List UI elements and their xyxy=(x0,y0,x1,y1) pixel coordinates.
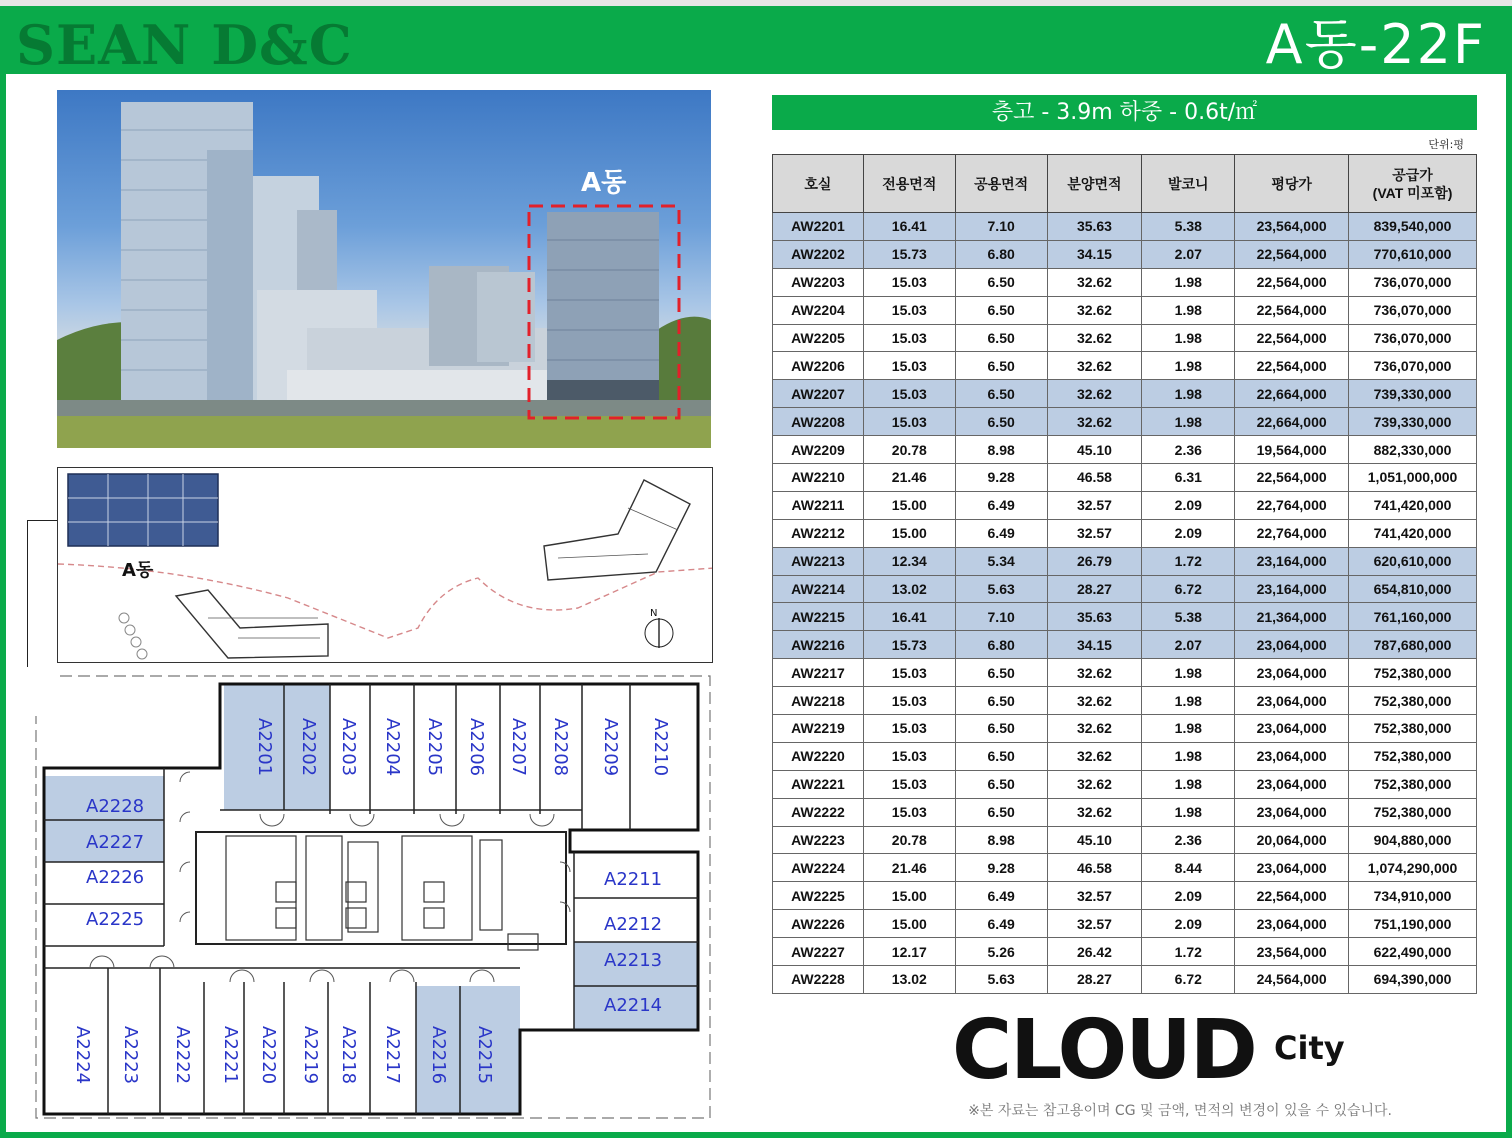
table-row xyxy=(773,408,1477,436)
table-cell-sale: 32.62 xyxy=(1047,742,1142,770)
table-cell-price: 904,880,000 xyxy=(1349,826,1477,854)
table-cell-room: AW2227 xyxy=(773,938,864,966)
table-cell-common: 6.49 xyxy=(955,519,1047,547)
column-header: 분양면적 xyxy=(1047,155,1142,213)
table-cell-excl: 21.46 xyxy=(863,464,955,492)
unit-label: A2209 xyxy=(600,718,621,777)
table-cell-room: AW2226 xyxy=(773,910,864,938)
table-cell-balcony: 2.07 xyxy=(1142,240,1235,268)
table-row xyxy=(773,380,1477,408)
table-row xyxy=(773,826,1477,854)
table-cell-per_py: 23,064,000 xyxy=(1235,798,1349,826)
table-cell-common: 6.50 xyxy=(955,380,1047,408)
table-cell-room: AW2208 xyxy=(773,408,864,436)
table-cell-excl: 15.00 xyxy=(863,519,955,547)
table-cell-excl: 15.03 xyxy=(863,296,955,324)
table-cell-balcony: 1.98 xyxy=(1142,380,1235,408)
table-cell-sale: 28.27 xyxy=(1047,575,1142,603)
table-cell-price: 736,070,000 xyxy=(1349,324,1477,352)
table-cell-balcony: 2.09 xyxy=(1142,519,1235,547)
site-plan-drawing xyxy=(58,468,713,663)
table-cell-room: AW2204 xyxy=(773,296,864,324)
unit-label: A2208 xyxy=(550,718,571,777)
unit-label: A2215 xyxy=(474,1026,495,1085)
table-cell-room: AW2223 xyxy=(773,826,864,854)
table-header-row xyxy=(773,155,1477,213)
building-rendering xyxy=(57,90,711,448)
table-cell-common: 6.80 xyxy=(955,240,1047,268)
table-cell-per_py: 22,564,000 xyxy=(1235,464,1349,492)
table-row xyxy=(773,854,1477,882)
table-row xyxy=(773,631,1477,659)
table-cell-excl: 16.41 xyxy=(863,213,955,241)
table-cell-common: 5.63 xyxy=(955,575,1047,603)
table-row xyxy=(773,938,1477,966)
table-cell-excl: 15.03 xyxy=(863,352,955,380)
table-cell-excl: 15.00 xyxy=(863,910,955,938)
table-cell-room: AW2225 xyxy=(773,882,864,910)
table-cell-balcony: 5.38 xyxy=(1142,603,1235,631)
table-cell-per_py: 21,364,000 xyxy=(1235,603,1349,631)
rendering-drawing xyxy=(57,90,711,448)
table-cell-sale: 35.63 xyxy=(1047,603,1142,631)
table-cell-price: 622,490,000 xyxy=(1349,938,1477,966)
table-cell-common: 6.50 xyxy=(955,798,1047,826)
table-cell-per_py: 22,564,000 xyxy=(1235,268,1349,296)
table-cell-balcony: 1.98 xyxy=(1142,296,1235,324)
table-cell-price: 752,380,000 xyxy=(1349,770,1477,798)
table-cell-per_py: 22,564,000 xyxy=(1235,296,1349,324)
table-cell-price: 620,610,000 xyxy=(1349,547,1477,575)
table-cell-sale: 32.62 xyxy=(1047,352,1142,380)
table-cell-excl: 15.00 xyxy=(863,882,955,910)
table-cell-room: AW2201 xyxy=(773,213,864,241)
table-cell-sale: 32.57 xyxy=(1047,491,1142,519)
column-header: 평당가 xyxy=(1235,155,1349,213)
table-cell-sale: 32.62 xyxy=(1047,770,1142,798)
table-cell-balcony: 2.07 xyxy=(1142,631,1235,659)
table-row xyxy=(773,352,1477,380)
table-cell-excl: 15.03 xyxy=(863,687,955,715)
table-row xyxy=(773,659,1477,687)
table-row xyxy=(773,436,1477,464)
table-cell-price: 770,610,000 xyxy=(1349,240,1477,268)
table-cell-room: AW2214 xyxy=(773,575,864,603)
table-cell-per_py: 23,064,000 xyxy=(1235,659,1349,687)
table-cell-per_py: 22,764,000 xyxy=(1235,491,1349,519)
table-cell-room: AW2219 xyxy=(773,715,864,743)
unit-label: A2213 xyxy=(604,950,663,971)
table-cell-room: AW2211 xyxy=(773,491,864,519)
table-cell-sale: 45.10 xyxy=(1047,826,1142,854)
table-cell-sale: 32.57 xyxy=(1047,882,1142,910)
table-cell-excl: 15.03 xyxy=(863,770,955,798)
table-cell-price: 787,680,000 xyxy=(1349,631,1477,659)
table-row xyxy=(773,910,1477,938)
unit-label: A2214 xyxy=(604,995,663,1016)
table-cell-common: 6.49 xyxy=(955,910,1047,938)
table-cell-common: 6.49 xyxy=(955,882,1047,910)
column-header-price-label: 공급가 xyxy=(1392,166,1433,183)
table-cell-per_py: 23,064,000 xyxy=(1235,631,1349,659)
table-cell-sale: 32.57 xyxy=(1047,519,1142,547)
table-cell-room: AW2213 xyxy=(773,547,864,575)
table-cell-excl: 15.73 xyxy=(863,240,955,268)
table-cell-balcony: 2.09 xyxy=(1142,910,1235,938)
table-row xyxy=(773,268,1477,296)
table-cell-balcony: 1.98 xyxy=(1142,798,1235,826)
table-cell-balcony: 2.36 xyxy=(1142,826,1235,854)
unit-label: A2220 xyxy=(258,1026,279,1085)
table-cell-per_py: 23,164,000 xyxy=(1235,547,1349,575)
table-cell-excl: 15.03 xyxy=(863,268,955,296)
table-cell-price: 751,190,000 xyxy=(1349,910,1477,938)
table-cell-balcony: 1.98 xyxy=(1142,742,1235,770)
table-cell-common: 6.50 xyxy=(955,296,1047,324)
table-cell-room: AW2203 xyxy=(773,268,864,296)
table-cell-per_py: 19,564,000 xyxy=(1235,436,1349,464)
site-plan-building-label: A동 xyxy=(122,560,154,581)
unit-label: A2206 xyxy=(466,718,487,777)
table-cell-common: 9.28 xyxy=(955,854,1047,882)
table-row xyxy=(773,519,1477,547)
table-cell-common: 6.50 xyxy=(955,742,1047,770)
table-cell-sale: 26.79 xyxy=(1047,547,1142,575)
table-cell-room: AW2207 xyxy=(773,380,864,408)
floor-title: A동-22F xyxy=(1265,13,1486,76)
table-cell-excl: 15.03 xyxy=(863,380,955,408)
table-cell-sale: 32.62 xyxy=(1047,687,1142,715)
table-row xyxy=(773,240,1477,268)
table-cell-excl: 15.03 xyxy=(863,408,955,436)
table-cell-sale: 32.62 xyxy=(1047,324,1142,352)
table-cell-common: 8.98 xyxy=(955,826,1047,854)
table-cell-sale: 32.62 xyxy=(1047,798,1142,826)
table-cell-common: 6.50 xyxy=(955,687,1047,715)
table-cell-sale: 32.57 xyxy=(1047,910,1142,938)
table-row xyxy=(773,491,1477,519)
table-row xyxy=(773,687,1477,715)
table-row xyxy=(773,464,1477,492)
table-cell-common: 6.50 xyxy=(955,352,1047,380)
table-cell-common: 6.50 xyxy=(955,408,1047,436)
table-cell-common: 9.28 xyxy=(955,464,1047,492)
table-cell-excl: 20.78 xyxy=(863,436,955,464)
table-cell-excl: 20.78 xyxy=(863,826,955,854)
table-cell-excl: 21.46 xyxy=(863,854,955,882)
table-cell-sale: 32.62 xyxy=(1047,380,1142,408)
table-cell-excl: 12.34 xyxy=(863,547,955,575)
table-cell-excl: 15.00 xyxy=(863,491,955,519)
table-cell-per_py: 23,564,000 xyxy=(1235,938,1349,966)
column-header-price-note: (VAT 미포함) xyxy=(1372,184,1453,201)
unit-label: A2203 xyxy=(338,718,359,777)
table-cell-room: AW2228 xyxy=(773,966,864,994)
table-row xyxy=(773,715,1477,743)
unit-label: A2222 xyxy=(172,1026,193,1085)
unit-label: A2201 xyxy=(254,718,275,777)
table-cell-per_py: 23,064,000 xyxy=(1235,770,1349,798)
table-cell-common: 5.26 xyxy=(955,938,1047,966)
table-row xyxy=(773,882,1477,910)
table-cell-balcony: 1.98 xyxy=(1142,659,1235,687)
table-row xyxy=(773,324,1477,352)
table-cell-room: AW2220 xyxy=(773,742,864,770)
table-cell-excl: 15.03 xyxy=(863,324,955,352)
table-cell-balcony: 8.44 xyxy=(1142,854,1235,882)
table-cell-per_py: 20,064,000 xyxy=(1235,826,1349,854)
unit-label: A2224 xyxy=(72,1026,93,1085)
table-cell-room: AW2224 xyxy=(773,854,864,882)
table-cell-balcony: 1.72 xyxy=(1142,547,1235,575)
table-cell-price: 882,330,000 xyxy=(1349,436,1477,464)
table-cell-common: 6.50 xyxy=(955,715,1047,743)
table-cell-sale: 32.62 xyxy=(1047,268,1142,296)
table-cell-common: 7.10 xyxy=(955,603,1047,631)
table-cell-common: 6.50 xyxy=(955,659,1047,687)
table-row xyxy=(773,547,1477,575)
table-cell-common: 6.50 xyxy=(955,770,1047,798)
table-cell-price: 736,070,000 xyxy=(1349,352,1477,380)
unit-label: A2225 xyxy=(86,909,145,930)
table-cell-excl: 15.03 xyxy=(863,798,955,826)
table-cell-price: 752,380,000 xyxy=(1349,798,1477,826)
table-cell-sale: 32.62 xyxy=(1047,659,1142,687)
table-cell-per_py: 23,064,000 xyxy=(1235,854,1349,882)
table-cell-excl: 12.17 xyxy=(863,938,955,966)
unit-label: A2207 xyxy=(508,718,529,777)
table-cell-per_py: 23,164,000 xyxy=(1235,575,1349,603)
unit-label: A2223 xyxy=(120,1026,141,1085)
table-cell-common: 6.50 xyxy=(955,324,1047,352)
disclaimer-text: ※본 자료는 참고용이며 CG 및 금액, 면적의 변경이 있을 수 있습니다. xyxy=(968,1103,1392,1119)
table-cell-balcony: 6.72 xyxy=(1142,575,1235,603)
table-cell-price: 1,051,000,000 xyxy=(1349,464,1477,492)
table-cell-per_py: 22,564,000 xyxy=(1235,240,1349,268)
table-cell-sale: 46.58 xyxy=(1047,854,1142,882)
table-cell-excl: 16.41 xyxy=(863,603,955,631)
table-cell-price: 839,540,000 xyxy=(1349,213,1477,241)
logo-main-text: CLOUD xyxy=(952,1003,1256,1098)
table-cell-per_py: 23,564,000 xyxy=(1235,213,1349,241)
table-row xyxy=(773,742,1477,770)
unit-label: A2205 xyxy=(424,718,445,777)
site-plan xyxy=(57,467,713,663)
unit-label: A2227 xyxy=(86,832,145,853)
table-cell-sale: 34.15 xyxy=(1047,240,1142,268)
table-cell-common: 5.63 xyxy=(955,966,1047,994)
table-cell-excl: 15.73 xyxy=(863,631,955,659)
table-row xyxy=(773,966,1477,994)
table-cell-price: 739,330,000 xyxy=(1349,380,1477,408)
column-header: 발코니 xyxy=(1142,155,1235,213)
table-cell-price: 694,390,000 xyxy=(1349,966,1477,994)
unit-label: A2218 xyxy=(338,1026,359,1085)
table-cell-common: 5.34 xyxy=(955,547,1047,575)
table-cell-room: AW2205 xyxy=(773,324,864,352)
north-arrow-label: N xyxy=(650,608,658,619)
unit-label: A2204 xyxy=(382,718,403,777)
unit-label: A2219 xyxy=(300,1026,321,1085)
table-cell-excl: 13.02 xyxy=(863,575,955,603)
table-row xyxy=(773,296,1477,324)
unit-label: A2221 xyxy=(220,1026,241,1085)
table-cell-price: 741,420,000 xyxy=(1349,491,1477,519)
unit-label: A2226 xyxy=(86,867,145,888)
table-row xyxy=(773,603,1477,631)
table-cell-per_py: 22,564,000 xyxy=(1235,352,1349,380)
table-cell-room: AW2202 xyxy=(773,240,864,268)
table-cell-balcony: 2.09 xyxy=(1142,491,1235,519)
floor-specs-bar: 층고 - 3.9m 하중 - 0.6t/㎡ xyxy=(772,95,1477,130)
table-cell-price: 752,380,000 xyxy=(1349,715,1477,743)
table-cell-sale: 32.62 xyxy=(1047,296,1142,324)
table-cell-balcony: 1.98 xyxy=(1142,770,1235,798)
unit-price-table xyxy=(772,154,1477,994)
table-cell-balcony: 6.31 xyxy=(1142,464,1235,492)
table-cell-sale: 46.58 xyxy=(1047,464,1142,492)
floor-plan xyxy=(30,672,714,1130)
table-cell-balcony: 1.98 xyxy=(1142,268,1235,296)
table-row xyxy=(773,798,1477,826)
table-cell-per_py: 23,064,000 xyxy=(1235,715,1349,743)
table-cell-price: 736,070,000 xyxy=(1349,296,1477,324)
table-cell-sale: 26.42 xyxy=(1047,938,1142,966)
table-cell-per_py: 22,764,000 xyxy=(1235,519,1349,547)
table-cell-sale: 45.10 xyxy=(1047,436,1142,464)
unit-label: A2211 xyxy=(604,869,663,890)
table-cell-room: AW2206 xyxy=(773,352,864,380)
table-cell-room: AW2222 xyxy=(773,798,864,826)
table-cell-per_py: 22,664,000 xyxy=(1235,408,1349,436)
table-body xyxy=(773,213,1477,994)
table-cell-per_py: 23,064,000 xyxy=(1235,687,1349,715)
table-cell-excl: 15.03 xyxy=(863,742,955,770)
header-bar xyxy=(0,6,1512,77)
table-cell-price: 1,074,290,000 xyxy=(1349,854,1477,882)
table-cell-common: 8.98 xyxy=(955,436,1047,464)
table-cell-room: AW2216 xyxy=(773,631,864,659)
table-row xyxy=(773,575,1477,603)
table-cell-price: 752,380,000 xyxy=(1349,687,1477,715)
table-cell-sale: 34.15 xyxy=(1047,631,1142,659)
table-cell-per_py: 22,564,000 xyxy=(1235,882,1349,910)
table-cell-excl: 13.02 xyxy=(863,966,955,994)
table-cell-balcony: 2.09 xyxy=(1142,882,1235,910)
table-cell-per_py: 23,064,000 xyxy=(1235,742,1349,770)
unit-label: A2212 xyxy=(604,914,663,935)
table-cell-room: AW2217 xyxy=(773,659,864,687)
table-cell-room: AW2221 xyxy=(773,770,864,798)
table-cell-balcony: 6.72 xyxy=(1142,966,1235,994)
table-cell-price: 739,330,000 xyxy=(1349,408,1477,436)
table-cell-price: 736,070,000 xyxy=(1349,268,1477,296)
table-cell-sale: 28.27 xyxy=(1047,966,1142,994)
brand-logo-text: SEAN D&C xyxy=(16,13,353,77)
table-cell-balcony: 5.38 xyxy=(1142,213,1235,241)
table-cell-common: 6.49 xyxy=(955,491,1047,519)
column-header: 공용면적 xyxy=(955,155,1047,213)
connector-line xyxy=(27,520,59,667)
column-header-price xyxy=(1349,155,1477,213)
table-cell-sale: 32.62 xyxy=(1047,715,1142,743)
column-header: 전용면적 xyxy=(863,155,955,213)
table-row xyxy=(773,213,1477,241)
table-cell-room: AW2209 xyxy=(773,436,864,464)
table-cell-balcony: 1.98 xyxy=(1142,408,1235,436)
table-cell-per_py: 22,664,000 xyxy=(1235,380,1349,408)
unit-label: A2217 xyxy=(382,1026,403,1085)
table-cell-room: AW2212 xyxy=(773,519,864,547)
table-cell-price: 741,420,000 xyxy=(1349,519,1477,547)
table-cell-price: 734,910,000 xyxy=(1349,882,1477,910)
table-cell-price: 752,380,000 xyxy=(1349,742,1477,770)
table-cell-price: 761,160,000 xyxy=(1349,603,1477,631)
unit-label: A2202 xyxy=(298,718,319,777)
table-cell-balcony: 1.98 xyxy=(1142,324,1235,352)
table-cell-common: 6.50 xyxy=(955,268,1047,296)
table-cell-per_py: 22,564,000 xyxy=(1235,324,1349,352)
table-cell-balcony: 1.98 xyxy=(1142,715,1235,743)
table-cell-balcony: 1.98 xyxy=(1142,687,1235,715)
table-cell-excl: 15.03 xyxy=(863,715,955,743)
unit-label: A2228 xyxy=(86,796,145,817)
logo-sub-text: City xyxy=(1274,1029,1345,1067)
tower-label: A동 xyxy=(581,168,627,198)
table-cell-per_py: 23,064,000 xyxy=(1235,910,1349,938)
table-cell-price: 654,810,000 xyxy=(1349,575,1477,603)
table-cell-excl: 15.03 xyxy=(863,659,955,687)
unit-label: A2216 xyxy=(428,1026,449,1085)
table-cell-balcony: 1.98 xyxy=(1142,352,1235,380)
table-cell-common: 6.80 xyxy=(955,631,1047,659)
table-cell-sale: 32.62 xyxy=(1047,408,1142,436)
unit-note: 단위:평 xyxy=(1428,138,1464,151)
table-row xyxy=(773,770,1477,798)
column-header: 호실 xyxy=(773,155,864,213)
table-cell-room: AW2218 xyxy=(773,687,864,715)
table-cell-per_py: 24,564,000 xyxy=(1235,966,1349,994)
table-cell-balcony: 2.36 xyxy=(1142,436,1235,464)
table-cell-sale: 35.63 xyxy=(1047,213,1142,241)
table-cell-room: AW2210 xyxy=(773,464,864,492)
table-cell-room: AW2215 xyxy=(773,603,864,631)
table-cell-common: 7.10 xyxy=(955,213,1047,241)
table-cell-balcony: 1.72 xyxy=(1142,938,1235,966)
unit-label: A2210 xyxy=(650,718,671,777)
table-cell-price: 752,380,000 xyxy=(1349,659,1477,687)
